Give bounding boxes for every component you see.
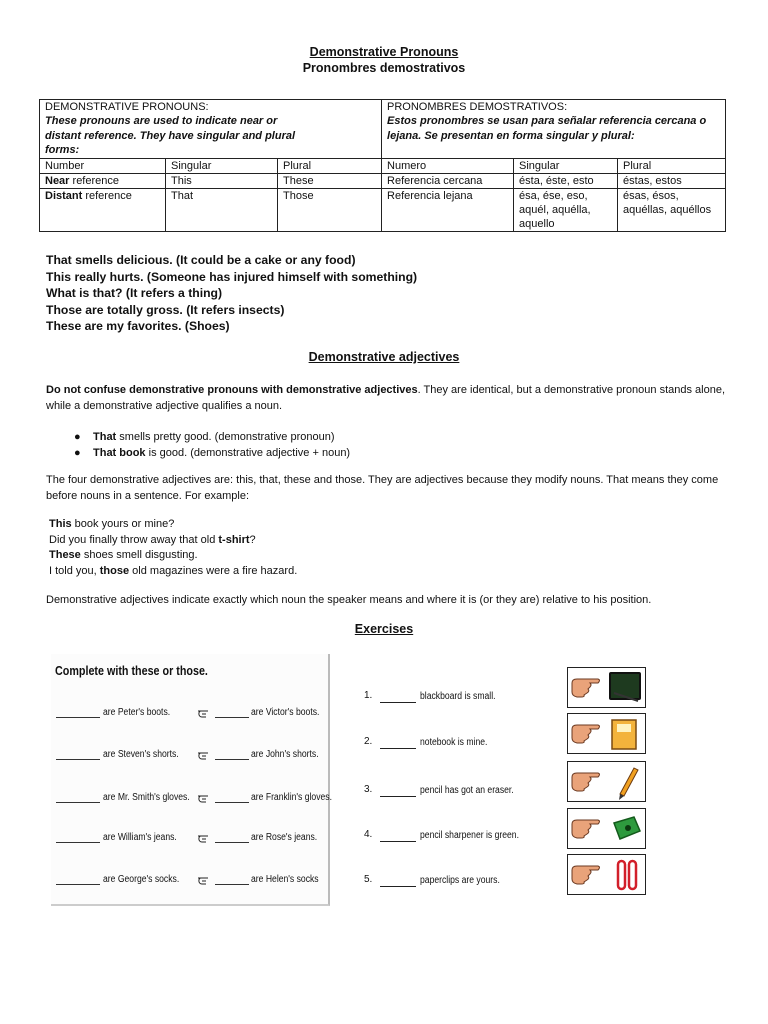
hand-icon	[572, 866, 600, 884]
closing-paragraph: Demonstrative adjectives indicate exactly which noun the speaker means and where it is (or they are) relative to his position.	[46, 594, 652, 606]
example-line: These shoes smell disgusting.	[49, 549, 198, 561]
example-sentence: This really hurts.	[46, 269, 144, 284]
answer-blank[interactable]	[380, 748, 416, 749]
worksheet-row	[51, 792, 332, 808]
item-text: notebook is mine.	[420, 737, 488, 748]
row-label-bold: Distant	[45, 189, 83, 202]
row-label-bold: Near	[45, 174, 70, 187]
pointing-hand-icon	[197, 793, 215, 804]
table-cell: ésta, éste, esto	[514, 173, 618, 188]
sentence-text: are Mr. Smith's gloves.	[103, 792, 190, 803]
bullet-bold: That book	[93, 447, 146, 459]
pointing-hand-icon	[197, 750, 215, 761]
table-cell: That	[166, 188, 278, 231]
example-note: (Someone has injured himself with something)	[143, 269, 418, 284]
table-cell: Those	[278, 188, 382, 231]
answer-blank[interactable]	[380, 796, 416, 797]
hand-icon	[572, 773, 600, 791]
sentence-text: are Helen's socks	[251, 874, 319, 885]
example-note: (It refers insects)	[182, 302, 285, 317]
table-description-row	[40, 114, 726, 158]
english-heading: DEMONSTRATIVE PRONOUNS:	[40, 100, 382, 115]
sentence-text: are Franklin's gloves.	[251, 792, 332, 803]
example-line	[46, 302, 417, 319]
item-number: 2.	[364, 736, 373, 747]
table-cell	[40, 188, 166, 231]
item-text: blackboard is small.	[420, 691, 496, 702]
worksheet-row	[51, 874, 328, 890]
example-sentence: That smells delicious.	[46, 253, 173, 267]
pointing-hand-icon	[197, 833, 215, 844]
spanish-description: Estos pronombres se usan para señalar referencia cercana o lejana. Se presentan en forma singular y plural:	[382, 114, 726, 158]
table-cell: Referencia lejana	[382, 188, 514, 231]
exercise-item	[364, 690, 564, 706]
table-row	[40, 173, 726, 188]
section-heading-exercises: Exercises	[354, 622, 414, 636]
page-subtitle: Pronombres demostrativos	[302, 61, 466, 75]
pronoun-examples	[46, 252, 417, 335]
example-line: Did you finally throw away that old t-shirt?	[49, 533, 256, 546]
bullet-bold: That	[93, 431, 117, 443]
intro-bold: Do not confuse demonstrative pronouns with demonstrative adjectives	[46, 384, 418, 396]
item-text: paperclips are yours.	[420, 875, 500, 886]
intro-rest: . They are identical, but a demonstrative pronoun stands alone, while a demonstrative adjective qualifies a noun.	[46, 384, 726, 412]
table-cell: Plural	[618, 158, 726, 173]
bullet-icon: ●	[74, 447, 81, 459]
pointing-hand-icon	[197, 875, 215, 886]
sentence-text: are John's shorts.	[251, 749, 319, 760]
hand-icon	[572, 725, 600, 743]
item-text: pencil sharpener is green.	[420, 830, 519, 841]
bullet-icon: ●	[74, 431, 81, 443]
answer-blank[interactable]	[380, 886, 416, 887]
answer-blank[interactable]	[56, 759, 100, 760]
exercise-item	[364, 784, 564, 800]
worksheet-row	[51, 749, 328, 765]
answer-blank[interactable]	[56, 802, 100, 803]
hand-icon	[572, 820, 600, 838]
table-cell: This	[166, 173, 278, 188]
table-cell: Number	[40, 158, 166, 173]
answer-blank[interactable]	[56, 842, 100, 843]
example-bold: This	[49, 518, 72, 530]
table-cell: These	[278, 173, 382, 188]
picture-frame	[567, 761, 646, 802]
row-label-rest: reference	[82, 189, 132, 202]
sentence-text: are William's jeans.	[103, 832, 177, 843]
paperclips-icon	[568, 855, 647, 896]
item-number: 4.	[364, 829, 373, 840]
pointing-hand-icon	[197, 708, 215, 719]
pencil-icon	[568, 762, 647, 803]
list-item	[74, 429, 350, 445]
blackboard-icon	[568, 668, 647, 709]
example-bold: those	[99, 564, 130, 577]
worksheet-these-those	[51, 654, 330, 906]
example-sentence: These are my favorites.	[46, 319, 182, 334]
sentence-text: are George's socks.	[103, 874, 180, 885]
four-adjectives-paragraph: The four demonstrative adjectives are: this, that, these and those. They are adjectives because they modify nouns. That means they come before nouns in a sentence. For example:	[46, 474, 719, 502]
exercise-item	[364, 874, 564, 890]
answer-blank[interactable]	[56, 717, 100, 718]
example-line	[46, 318, 417, 335]
answer-blank[interactable]	[380, 841, 416, 842]
table-cell: Referencia cercana	[382, 173, 514, 188]
example-sentence: What is that?	[46, 286, 123, 301]
adjective-examples	[49, 517, 297, 579]
picture-frame	[567, 713, 646, 754]
adjectives-intro	[46, 382, 726, 414]
table-cell	[40, 173, 166, 188]
example-note: (Shoes)	[181, 319, 230, 334]
table-cell: ésa, ése, eso, aquél, aquélla, aquello	[514, 188, 618, 231]
sentence-text: are Steven's shorts.	[103, 749, 179, 760]
table-row	[40, 188, 726, 231]
english-description: These pronouns are used to indicate near or distant reference. They have singular and plural forms:	[40, 114, 382, 158]
example-line	[46, 252, 417, 269]
exercise-item	[364, 829, 564, 845]
row-label-rest: reference	[69, 174, 119, 187]
table-cell: Numero	[382, 158, 514, 173]
answer-blank[interactable]	[380, 702, 416, 703]
item-text: pencil has got an eraser.	[420, 785, 514, 796]
table-cell: éstas, estos	[618, 173, 726, 188]
example-line: I told you, those old magazines were a fire hazard.	[49, 564, 298, 577]
sentence-text: are Victor's boots.	[251, 707, 320, 718]
table-cell: Plural	[278, 158, 382, 173]
table-cell: Singular	[514, 158, 618, 173]
picture-frame	[567, 667, 646, 708]
notebook-icon	[568, 714, 647, 755]
example-bold: These	[49, 549, 81, 561]
table-heading-row	[40, 100, 726, 115]
example-sentence: Those are totally gross.	[46, 302, 183, 317]
bullet-text: is good. (demonstrative adjective + noun)	[145, 447, 351, 459]
sharpener-icon	[568, 809, 647, 850]
example-line	[46, 269, 417, 286]
example-bold: t-shirt	[218, 533, 250, 546]
answer-blank[interactable]	[215, 884, 249, 885]
table-row	[40, 158, 726, 173]
table-cell: Singular	[166, 158, 278, 173]
item-number: 1.	[364, 690, 373, 701]
worksheet-row	[51, 832, 328, 848]
example-note: (It could be a cake or any food)	[172, 253, 356, 267]
sentence-text: are Peter's boots.	[103, 707, 171, 718]
spanish-heading: PRONOMBRES DEMOSTRATIVOS:	[382, 100, 726, 115]
worksheet-row	[51, 707, 328, 723]
hand-icon	[572, 679, 600, 697]
picture-frame	[567, 808, 646, 849]
answer-blank[interactable]	[215, 842, 249, 843]
adjectives-bullets	[74, 429, 350, 461]
example-line	[46, 285, 417, 302]
pronouns-table	[39, 99, 726, 232]
page-title: Demonstrative Pronouns	[309, 45, 459, 59]
list-item	[74, 445, 350, 461]
bullet-text: smells pretty good. (demonstrative pronoun)	[116, 431, 335, 443]
sentence-text: are Rose's jeans.	[251, 832, 318, 843]
answer-blank[interactable]	[56, 884, 100, 885]
example-line: This book yours or mine?	[49, 518, 175, 530]
item-number: 5.	[364, 874, 373, 885]
example-note: (It refers a thing)	[122, 286, 223, 301]
section-heading-adjectives: Demonstrative adjectives	[308, 350, 460, 364]
item-number: 3.	[364, 784, 373, 795]
answer-blank[interactable]	[215, 802, 249, 803]
exercise-item	[364, 736, 564, 752]
answer-blank[interactable]	[215, 759, 249, 760]
answer-blank[interactable]	[215, 717, 249, 718]
table-cell: ésas, ésos, aquéllas, aquéllos	[618, 188, 726, 231]
worksheet-title: Complete with these or those.	[55, 664, 208, 678]
picture-frame	[567, 854, 646, 895]
